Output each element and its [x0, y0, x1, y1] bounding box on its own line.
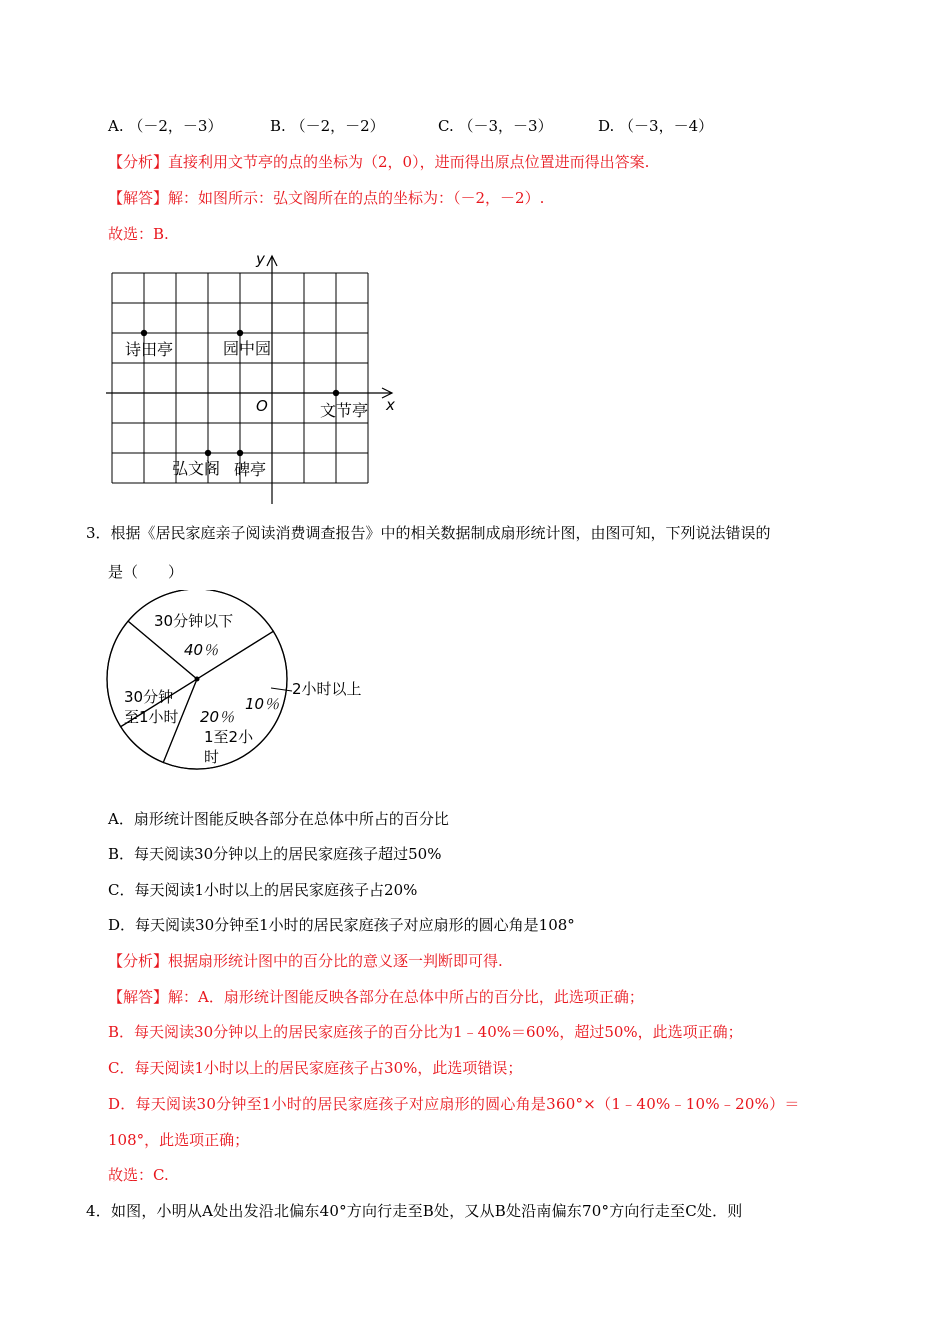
label-wenjie: 文节亭	[320, 401, 369, 420]
point-yuanzhong	[237, 330, 243, 336]
q3-analysis-tag: 【分析】	[108, 952, 169, 970]
q3-stem-line2: 是（ ）	[108, 563, 184, 581]
q3-option-b: B．每天阅读30分钟以上的居民家庭孩子超过50%	[108, 845, 442, 863]
y-axis-label: y	[256, 250, 265, 268]
q2-option-b-key: B.	[270, 117, 286, 135]
q2-option-b-value: （－2，－2）	[290, 117, 385, 135]
point-bei	[237, 450, 243, 456]
q2-options	[108, 116, 748, 136]
q3-answer-d2: 108°，此选项正确；	[108, 1131, 250, 1149]
q3-answer-tag: 【解答】	[108, 988, 169, 1006]
q2-choice: 故选：B.	[108, 225, 169, 243]
label-yuanzhong: 园中园	[223, 339, 272, 358]
label-hongwen: 弘文阁	[172, 459, 221, 478]
q2-analysis-text: 直接利用文节亭的点的坐标为（2，0），进而得出原点位置进而得出答案.	[168, 153, 650, 171]
point-shitian	[141, 330, 147, 336]
q3-answer-c: C．每天阅读1小时以上的居民家庭孩子占30%，此选项错误；	[108, 1059, 523, 1077]
q3-answer-d: D．每天阅读30分钟至1小时的居民家庭孩子对应扇形的圆心角是360°×（1﹣40%﹣10%﹣20%）＝	[108, 1095, 800, 1113]
slice-2h-above-label: 2小时以上	[292, 680, 362, 698]
q3-option-d: D．每天阅读30分钟至1小时的居民家庭孩子对应扇形的圆心角是108°	[108, 916, 575, 934]
q3-choice: 故选：C.	[108, 1166, 169, 1184]
slice-30min-1h-line2: 至1小时	[124, 708, 179, 726]
slice-1-2h-line1: 1至2小	[204, 728, 254, 746]
slice-2h-leader	[271, 688, 292, 691]
q2-option-a-value: （－2，－3）	[128, 117, 223, 135]
slice-2h-above-pct: 10％	[245, 695, 280, 713]
q2-option-a-key: A.	[108, 117, 124, 135]
point-hongwen	[205, 450, 211, 456]
pie-center	[195, 677, 200, 682]
q3-option-c: C．每天阅读1小时以上的居民家庭孩子占20%	[108, 881, 418, 899]
label-shitian: 诗田亭	[125, 340, 174, 359]
q2-option-d-key: D.	[598, 117, 615, 135]
q3-analysis	[108, 951, 503, 971]
q3-answer-b: B．每天阅读30分钟以上的居民家庭孩子的百分比为1﹣40%＝60%，超过50%，此选项正确；	[108, 1023, 743, 1041]
q2-option-d-value: （－3，－4）	[619, 117, 714, 135]
q4-stem: 4．如图，小明从A处出发沿北偏东40°方向行走至B处，又从B处沿南偏东70°方向行走至C处．则	[86, 1202, 743, 1220]
q2-analysis	[108, 152, 649, 172]
slice-30min-below-pct: 40％	[184, 641, 219, 659]
pie-slice	[128, 590, 273, 679]
slice-30min-below-label: 30分钟以下	[154, 612, 234, 630]
q2-answer	[108, 188, 544, 208]
x-axis-label: x	[386, 396, 395, 414]
slice-1-2h-pct: 20％	[200, 708, 235, 726]
q2-option-c-key: C.	[438, 117, 454, 135]
q2-answer-text: 解：如图所示：弘文阁所在的点的坐标为：（－2，－2）.	[168, 189, 545, 207]
slice-1-2h-line2: 时	[204, 748, 220, 766]
q3-answer-a: 解：A．扇形统计图能反映各部分在总体中所占的百分比，此选项正确；	[168, 988, 644, 1006]
q2-option-c-value: （－3，－3）	[458, 117, 553, 135]
q3-option-a: A．扇形统计图能反映各部分在总体中所占的百分比	[108, 810, 449, 828]
slice-30min-1h-line1: 30分钟	[124, 688, 174, 706]
coordinate-grid-figure	[100, 248, 405, 506]
q3-stem-line1: 3．根据《居民家庭亲子阅读消费调查报告》中的相关数据制成扇形统计图，由图可知，下列说法错误的	[86, 524, 771, 542]
point-wenjie	[333, 390, 339, 396]
q3-answer	[108, 987, 644, 1007]
q2-answer-tag: 【解答】	[108, 189, 169, 207]
q2-analysis-tag: 【分析】	[108, 153, 169, 171]
q3-analysis-text: 根据扇形统计图中的百分比的意义逐一判断即可得.	[168, 952, 503, 970]
origin-label: O	[256, 397, 268, 415]
pie-chart	[100, 590, 380, 780]
label-bei: 碑亭	[234, 460, 267, 479]
